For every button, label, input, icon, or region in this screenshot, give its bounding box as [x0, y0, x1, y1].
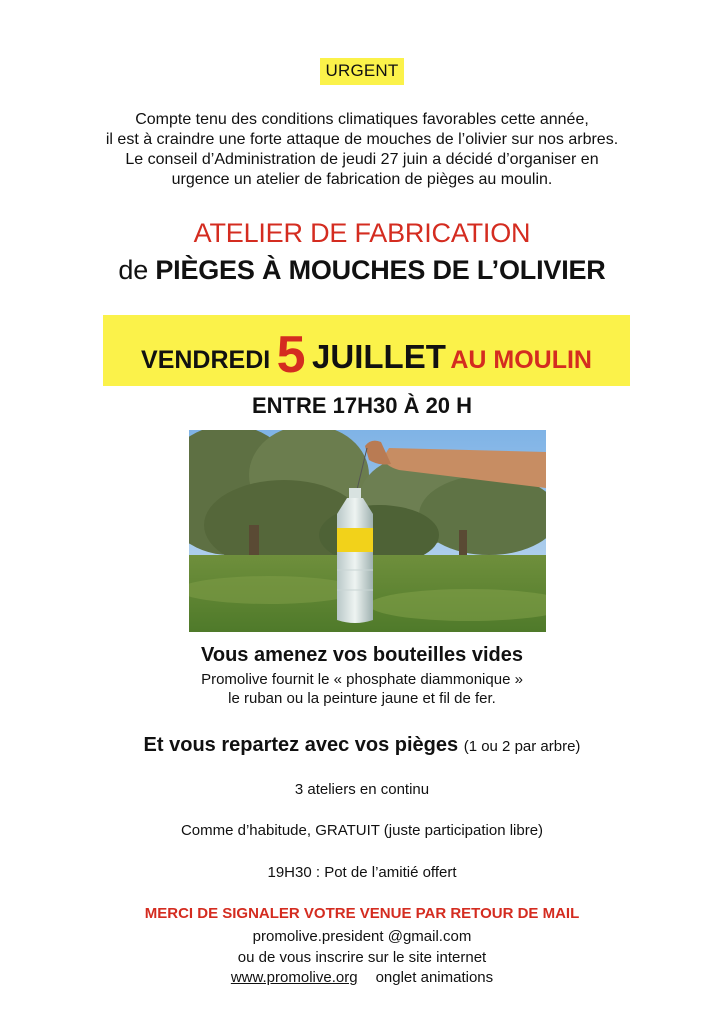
intro-line-1: Compte tenu des conditions climatiques favorables cette année,	[135, 111, 589, 128]
date-place: AU MOULIN	[450, 346, 592, 374]
intro-paragraph	[0, 110, 724, 190]
date-number: 5	[276, 326, 306, 384]
register-text: ou de vous inscrire sur le site internet	[237, 949, 487, 966]
intro-line-3: Le conseil d’Administration de jeudi 27 juin a décidé d’organiser en	[125, 151, 599, 168]
title-line-2-prefix: de	[118, 255, 156, 285]
date-month: JUILLET	[312, 338, 446, 375]
date-day: VENDREDI	[141, 346, 271, 374]
website-suffix: onglet animations	[375, 969, 494, 986]
title-line-2-bold: PIÈGES À MOUCHES DE L’OLIVIER	[155, 255, 606, 285]
contact-email[interactable]: promolive.president @gmail.com	[252, 928, 472, 945]
intro-line-4: urgence un atelier de fabrication de pièges au moulin.	[171, 171, 553, 188]
website-link[interactable]: www.promolive.org	[230, 969, 358, 986]
trap-photo	[189, 430, 546, 632]
event-time: ENTRE 17H30 À 20 H	[251, 393, 473, 418]
aperitif-text: 19H30 : Pot de l’amitié offert	[267, 864, 457, 881]
free-text: Comme d’habitude, GRATUIT (juste participation libre)	[180, 822, 544, 839]
supply-line-2: le ruban ou la peinture jaune et fil de fer.	[228, 690, 496, 707]
title-line-2	[0, 255, 724, 286]
website-line	[0, 969, 724, 986]
supply-text	[0, 670, 724, 708]
urgent-banner	[0, 58, 724, 85]
bring-heading: Vous amenez vos bouteilles vides	[201, 644, 523, 666]
event-date	[103, 325, 630, 385]
leave-heading	[0, 734, 724, 757]
leave-note: (1 ou 2 par arbre)	[463, 738, 581, 755]
intro-line-2: il est à craindre une forte attaque de mouches de l’olivier sur nos arbres.	[105, 131, 619, 148]
title-line-1: ATELIER DE FABRICATION	[193, 218, 531, 248]
leave-heading-text: Et vous repartez avec vos pièges	[143, 734, 459, 756]
signal-attendance-text: MERCI DE SIGNALER VOTRE VENUE PAR RETOUR DE MAIL	[144, 905, 580, 922]
urgent-label: URGENT	[320, 58, 405, 85]
supply-line-1: Promolive fournit le « phosphate diammonique »	[201, 671, 523, 688]
workshops-text: 3 ateliers en continu	[294, 781, 430, 798]
